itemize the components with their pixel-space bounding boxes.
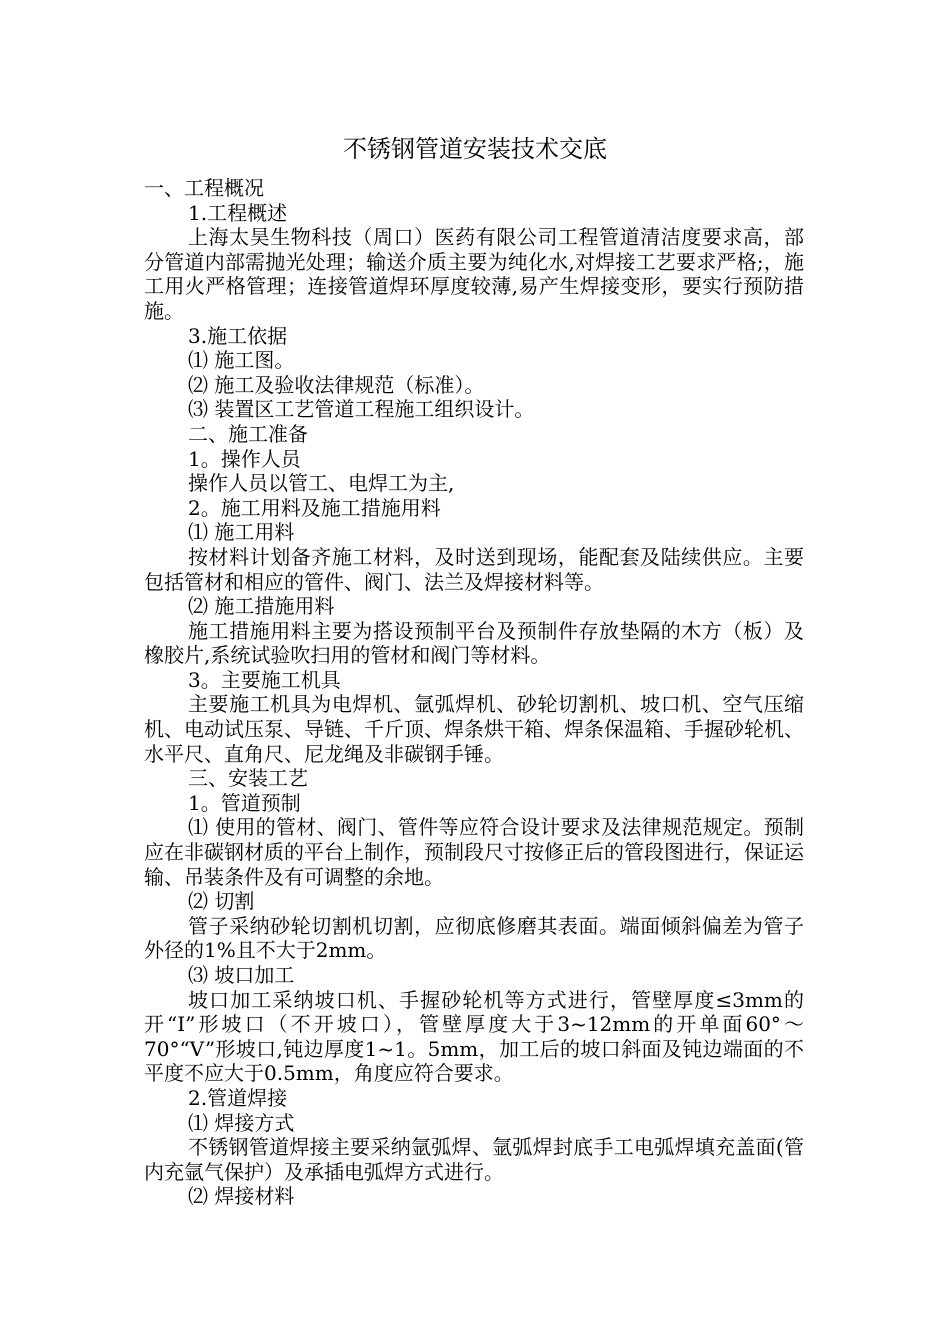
paragraph-p10: 操作人员以管工、电焊工为主, [188,471,455,496]
paragraph-p06: ⑵ 施工及验收法律规范（标准）。 [188,372,485,397]
paragraph-p08: 二、施工准备 [188,421,308,446]
paragraph-p28: ⑵ 焊接材料 [188,1184,295,1209]
paragraph-p16: 3。主要施工机具 [188,667,341,692]
paragraph-p18: 三、安装工艺 [188,766,308,791]
document-body [144,176,804,1209]
paragraph-p19: 1。管道预制 [188,790,301,815]
paragraph-p13: 按材料计划备齐施工材料，及时送到现场，能配套及陆续供应。主要包括管材和相应的管件、阀门、法兰及焊接材料等。 [144,544,804,594]
paragraph-p02: 1.工程概述 [188,200,288,225]
paragraph-p01: 一、工程概况 [144,176,264,200]
paragraph-p20: ⑴ 使用的管材、阀门、管件等应符合设计要求及法律规范规定。预制应在非碳钢材质的平台上制作，预制段尺寸按修正后的管段图进行，保证运输、吊装条件及有可调整的余地。 [144,815,804,889]
paragraph-p24: 坡口加工采纳坡口机、手握砂轮机等方式进行，管壁厚度≤3mm的开“I”形坡口（不开坡口），管壁厚度大于3~12mm的开单面60°～70°“V”形坡口,钝边厚度1~1。5mm，加工后的坡口斜面及钝边端面的不平度不应大于0.5mm，角度应符合要求。 [144,987,804,1086]
paragraph-p09: 1。操作人员 [188,446,301,471]
paragraph-p26: ⑴ 焊接方式 [188,1110,295,1135]
paragraph-p03: 上海太昊生物科技（周口）医药有限公司工程管道清洁度要求高，部分管道内部需抛光处理；输送介质主要为纯化水,对焊接工艺要求严格;，施工用火严格管理；连接管道焊环厚度较薄,易产生焊接变形，要实行预防措施。 [144,225,804,323]
paragraph-p07: ⑶ 装置区工艺管道工程施工组织设计。 [188,397,535,422]
paragraph-p21: ⑵ 切割 [188,889,255,914]
paragraph-p11: 2。施工用料及施工措施用料 [188,495,441,520]
paragraph-p14: ⑵ 施工措施用料 [188,594,335,619]
paragraph-p12: ⑴ 施工用料 [188,520,295,545]
paragraph-p27: 不锈钢管道焊接主要采纳氩弧焊、氩弧焊封底手工电弧焊填充盖面(管内充氩气保护）及承插电弧焊方式进行。 [144,1135,804,1184]
paragraph-p25: 2.管道焊接 [188,1085,288,1110]
paragraph-p23: ⑶ 坡口加工 [188,963,295,987]
paragraph-p17: 主要施工机具为电焊机、氩弧焊机、砂轮切割机、坡口机、空气压缩机、电动试压泵、导链、千斤顶、焊条烘干箱、焊条保温箱、手握砂轮机、水平尺、直角尺、尼龙绳及非碳钢手锤。 [144,692,804,766]
paragraph-p05: ⑴ 施工图。 [188,348,295,373]
paragraph-p15: 施工措施用料主要为搭设预制平台及预制件存放垫隔的木方（板）及橡胶片,系统试验吹扫用的管材和阀门等材料。 [144,618,804,668]
paragraph-p04: 3.施工依据 [188,323,288,348]
paragraph-p22: 管子采纳砂轮切割机切割，应彻底修磨其表面。端面倾斜偏差为管子外径的1%且不大于2mm。 [144,913,804,963]
document-title: 不锈钢管道安装技术交底 [343,135,607,163]
